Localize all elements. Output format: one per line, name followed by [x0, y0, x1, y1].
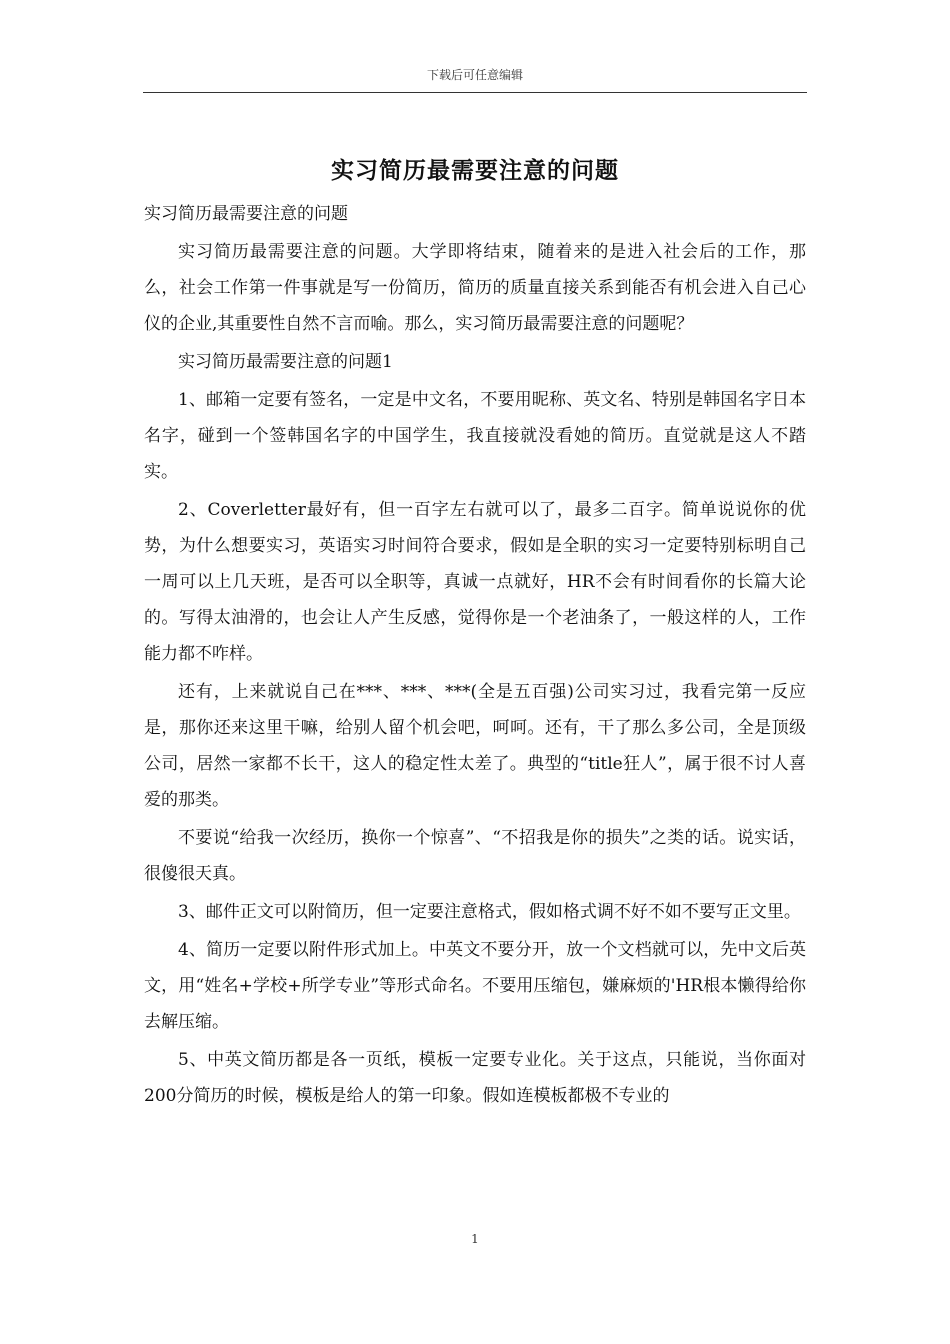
body-paragraph: 4、简历一定要以附件形式加上。中英文不要分开，放一个文档就可以，先中文后英文，用“姓名+学校+所学专业”等形式命名。不要用压缩包，嫌麻烦的'HR根本懒得给你去解压缩。 [144, 940, 806, 1032]
document-title: 实习简历最需要注意的问题 [331, 157, 619, 184]
header-note: 下载后可任意编辑 [426, 68, 523, 82]
body-paragraph: 还有，上来就说自己在***、***、***(全是五百强)公司实习过，我看完第一反应是，那你还来这里干嘛，给别人留个机会吧，呵呵。还有，干了那么多公司，全是顶级公司，居然一家都不长干，这人的稳定性太差了。典型的“title狂人”，属于很不讨人喜爱的那类。 [144, 682, 806, 810]
document-body [144, 196, 806, 1116]
body-paragraph: 5、中英文简历都是各一页纸，模板一定要专业化。关于这点，只能说，当你面对200分简历的时候，模板是给人的第一印象。假如连模板都极不专业的 [144, 1050, 806, 1106]
body-paragraph: 不要说“给我一次经历，换你一个惊喜”、“不招我是你的损失”之类的话。说实话，很傻很天真。 [144, 828, 806, 884]
page-number: 1 [471, 1232, 479, 1246]
section-heading: 实习简历最需要注意的问题1 [178, 352, 393, 372]
subtitle-paragraph: 实习简历最需要注意的问题 [144, 204, 348, 224]
body-paragraph: 2、Coverletter最好有，但一百字左右就可以了，最多二百字。简单说说你的优势，为什么想要实习，英语实习时间符合要求，假如是全职的实习一定要特别标明自己一周可以上几天班，是否可以全职等，真诚一点就好，HR不会有时间看你的长篇大论的。写得太油滑的，也会让人产生反感，觉得你是一个老油条了，一般这样的人，工作能力都不咋样。 [144, 500, 806, 664]
body-paragraph: 1、邮箱一定要有签名，一定是中文名，不要用昵称、英文名、特别是韩国名字日本名字，碰到一个签韩国名字的中国学生，我直接就没看她的简历。直觉就是这人不踏实。 [144, 390, 806, 482]
body-paragraph: 实习简历最需要注意的问题。大学即将结束，随着来的是进入社会后的工作，那么，社会工作第一件事就是写一份简历，简历的质量直接关系到能否有机会进入自己心仪的企业,其重要性自然不言而喻。那么，实习简历最需要注意的问题呢？ [144, 242, 806, 334]
body-paragraph: 3、邮件正文可以附简历，但一定要注意格式，假如格式调不好不如不要写正文里。 [178, 902, 801, 922]
header-divider [143, 92, 807, 93]
